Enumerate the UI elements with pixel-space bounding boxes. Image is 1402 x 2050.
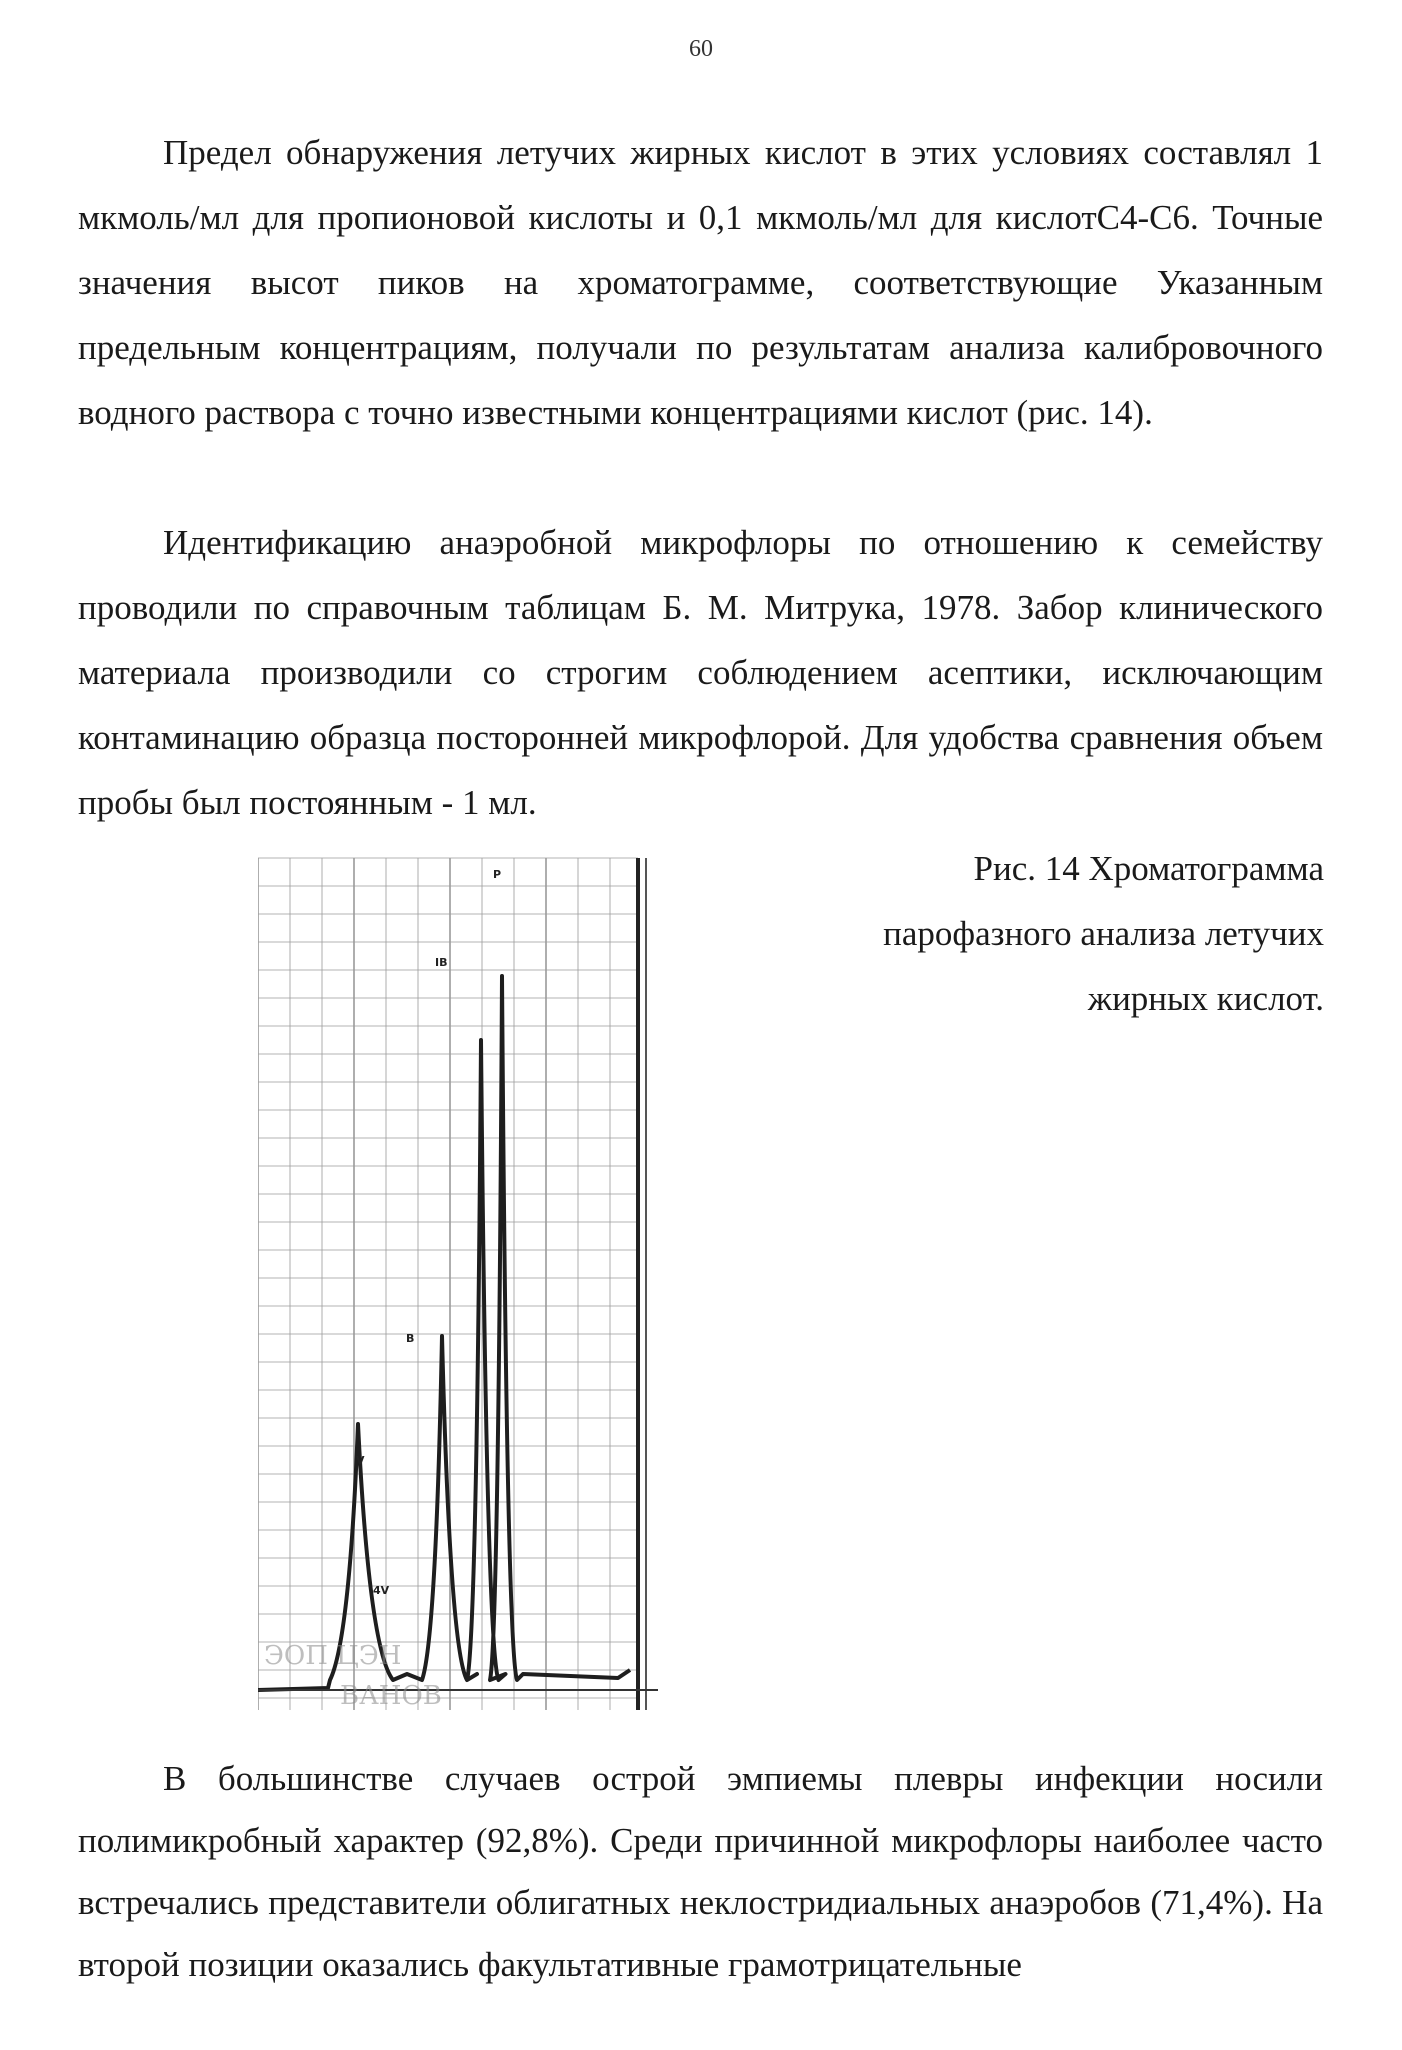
paragraph-text: Идентификацию анаэробной микрофлоры по отношению к семейству проводили по справочным таблицам Б. М. Митрука, 1978. Забор клинического материала производили со строгим соблюдением асептики, исключающим контаминацию образца посторонней микрофлорой. Для удобства сравнения объем пробы был постоянным - 1 мл. xyxy=(78,523,1323,822)
chromatogram-chart xyxy=(258,848,678,1730)
page-number: 60 xyxy=(689,36,713,62)
peak-label-ib: IB xyxy=(435,956,448,969)
paragraph-identification xyxy=(78,510,1323,835)
peak-label-b: B xyxy=(406,1332,415,1345)
paragraph-polymicrobial xyxy=(78,1748,1323,1996)
peak-label-p: P xyxy=(493,868,502,881)
caption-line-3: жирных кислот. xyxy=(1087,979,1324,1018)
figure-caption xyxy=(826,836,1324,1031)
overlay-text-1: ЭОП ЦЭН xyxy=(264,1641,402,1671)
paragraph-text: В большинстве случаев острой эмпиемы плевры инфекции носили полимикробный характер (92,8%). Среди причинной микрофлоры наиболее часто встречались представители облигатных неклостридиальных анаэробов (71,4%). На второй позиции оказались факультативные грамотрицательные xyxy=(78,1759,1323,1984)
chromatogram-figure xyxy=(258,848,678,1730)
peak-label-4v: 4V xyxy=(373,1584,390,1597)
paragraph-detection-limit xyxy=(78,120,1323,445)
chromatogram-trace xyxy=(258,976,630,1690)
paragraph-text: Предел обнаружения летучих жирных кислот в этих условиях составлял 1 мкмоль/мл для пропионовой кислоты и 0,1 мкмоль/мл для кислотС4-С6. Точные значения высот пиков на хроматограмме, соответствующие Указанным предельным концентрациям, получали по результатам анализа калибровочного водного раствора с точно известными концентрациями кислот (рис. 14). xyxy=(78,133,1323,432)
peak-label-v: V xyxy=(356,1454,365,1467)
caption-line-1: Рис. 14 Хроматограмма xyxy=(973,849,1324,888)
overlay-text-2: ВАНОВ xyxy=(340,1681,442,1711)
chart-grid xyxy=(258,858,638,1710)
caption-line-2: парофазного анализа летучих xyxy=(883,914,1324,953)
